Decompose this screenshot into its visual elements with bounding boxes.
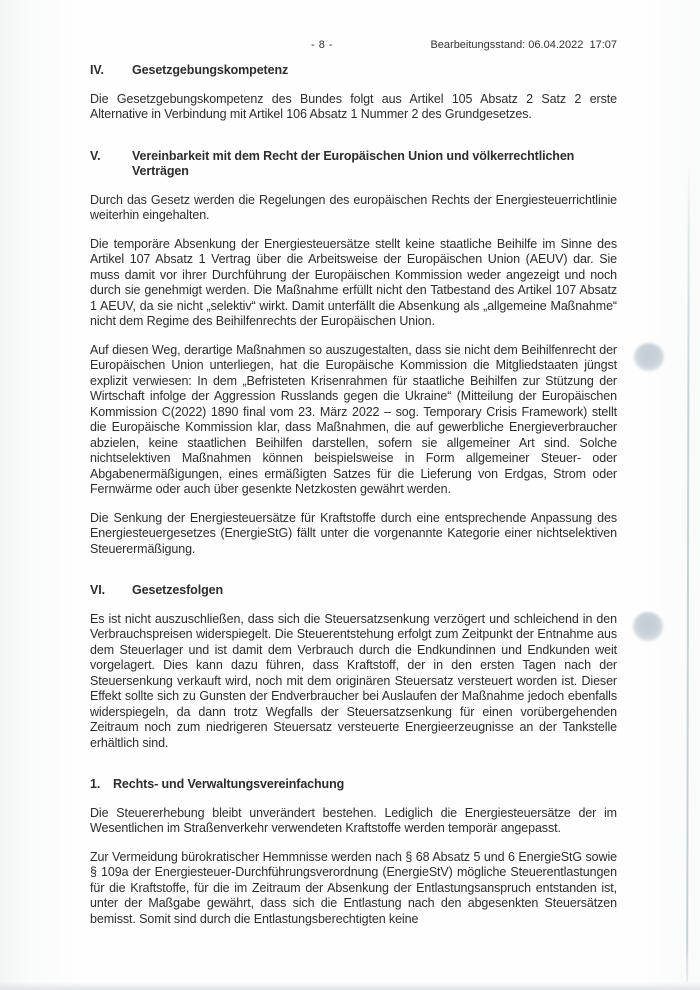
- section-number: 1.: [90, 777, 101, 791]
- page-number: - 8 -: [311, 39, 334, 51]
- section-number: VI.: [90, 583, 105, 597]
- paragraph: Durch das Gesetz werden die Regelungen des europäischen Rechts der Energiesteuerrichtlinie weiterhin eingehalten.: [90, 192, 617, 222]
- section-heading: [90, 63, 617, 79]
- scan-bottom-shadow: [0, 982, 700, 990]
- paragraph: Es ist nicht auszuschließen, dass sich die Steuersatzsenkung verzögert und schleichend in den Verbrauchspreisen widerspiegelt. Die Steuerentstehung erfolgt zum Zeitpunkt der Entnahme aus dem Steuerlager und ist damit dem Verbrauch durch die Endkundinnen und Endkunden weit vorgelagert. Dies kann dazu führen, dass Kraftstoff, der in den ersten Tagen nach der Steuersenkung verkauft wird, noch mit dem originären Steuersatz versteuert worden ist. Dieser Effekt sollte sich zu Gunsten der Endverbraucher bei Auslaufen der Maßnahme jedoch ebenfalls widerspiegeln, da dann trotz Wegfalls der Steuersatzsenkung für einen vorübergehenden Zeitraum noch zum niedrigeren Steuersatz versteuerte Energieerzeugnisse an der Tankstelle erhältlich sind.: [90, 611, 617, 750]
- paragraph: Die Steuererhebung bleibt unverändert bestehen. Lediglich die Energiesteuersätze der im Wesentlichen im Straßenverkehr verwendeten Kraftstoffe werden temporär angepasst.: [90, 805, 617, 835]
- section-heading: [90, 149, 617, 180]
- section-number: IV.: [90, 63, 104, 77]
- section-title: Gesetzesfolgen: [132, 583, 223, 597]
- edit-status: Bearbeitungsstand: 06.04.2022 17:07: [430, 39, 617, 51]
- punch-hole-bottom: [633, 612, 663, 641]
- paragraph: Die Gesetzgebungskompetenz des Bundes folgt aus Artikel 105 Absatz 2 Satz 2 erste Alternative in Verbindung mit Artikel 106 Absatz 1 Nummer 2 des Grundgesetzes.: [90, 91, 617, 121]
- section-number: V.: [90, 148, 101, 163]
- paragraph: Die Senkung der Energiesteuersätze für Kraftstoffe durch eine entsprechende Anpassung des Energiesteuergesetzes (EnergieStG) fällt unter die vorgenannte Kategorie einer nichtselektiven Steuerermäßigung.: [90, 510, 617, 556]
- section-heading: [90, 583, 617, 599]
- section-title: Vereinbarkeit mit dem Recht der Europäischen Union und völkerrechtlichen Verträgen: [132, 148, 575, 178]
- section-title: Rechts- und Verwaltungsvereinfachung: [113, 777, 345, 791]
- page-header: [90, 39, 617, 53]
- section-heading: [90, 777, 617, 793]
- punch-hole-top: [634, 343, 664, 371]
- document-body: [90, 63, 617, 940]
- scan-edge-line: [686, 160, 690, 982]
- paragraph: Die temporäre Absenkung der Energiesteuersätze stellt keine staatliche Beihilfe im Sinne des Artikel 107 Absatz 1 Vertrag über die Arbeitsweise der Europäischen Union (AEUV) dar. Sie muss damit vor ihrer Durchführung der Europäischen Kommission weder angezeigt und noch durch sie genehmigt werden. Die Maßnahme erfüllt nicht den Tatbestand des Artikel 107 Absatz 1 AEUV, da sie nicht „selektiv“ wirkt. Damit unterfällt die Absenkung als „allgemeine Maßnahme“ nicht dem Regime des Beihilfenrechts der Europäischen Union.: [90, 236, 617, 328]
- paragraph: Auf diesen Weg, derartige Maßnahmen so auszugestalten, dass sie nicht dem Beihilfenrecht der Europäischen Union unterliegen, hat die Europäische Kommission die Mitgliedstaaten jüngst explizit verwiesen: In dem „Befristeten Krisenrahmen für staatliche Beihilfen zur Stützung der Wirtschaft infolge der Aggression Russlands gegen die Ukraine“ (Mitteilung der Europäischen Kommission C(2022) 1890 final vom 23. März 2022 – sog. Temporary Crisis Framework) stellt die Europäische Kommission klar, dass Maßnahmen, die auf gewerbliche Energieverbraucher abzielen, keine staatlichen Beihilfen darstellen, sofern sie allgemeiner Art sind. Solche nichtselektiven Maßnahmen können beispielsweise in Form allgemeiner Steuer- oder Abgabenermäßigungen, eines ermäßigten Satzes für die Lieferung von Erdgas, Strom oder Fernwärme oder auch über gesenkte Netzkosten gewährt werden.: [90, 342, 617, 496]
- section-title: Gesetzgebungskompetenz: [132, 63, 289, 77]
- paragraph: Zur Vermeidung bürokratischer Hemmnisse werden nach § 68 Absatz 5 und 6 EnergieStG sowie § 109a der Energiesteuer-Durchführungsverordnung (EnergieStV) mögliche Steuerentlastungen für die Kraftstoffe, für die im Zeitraum der Absenkung der Entlastungsanspruch entstanden ist, unter der Maßgabe gewährt, dass sich die Entlastung nach den abgesenkten Steuersätzen bemisst. Somit sind durch die Entlastungsberechtigten keine: [90, 849, 617, 926]
